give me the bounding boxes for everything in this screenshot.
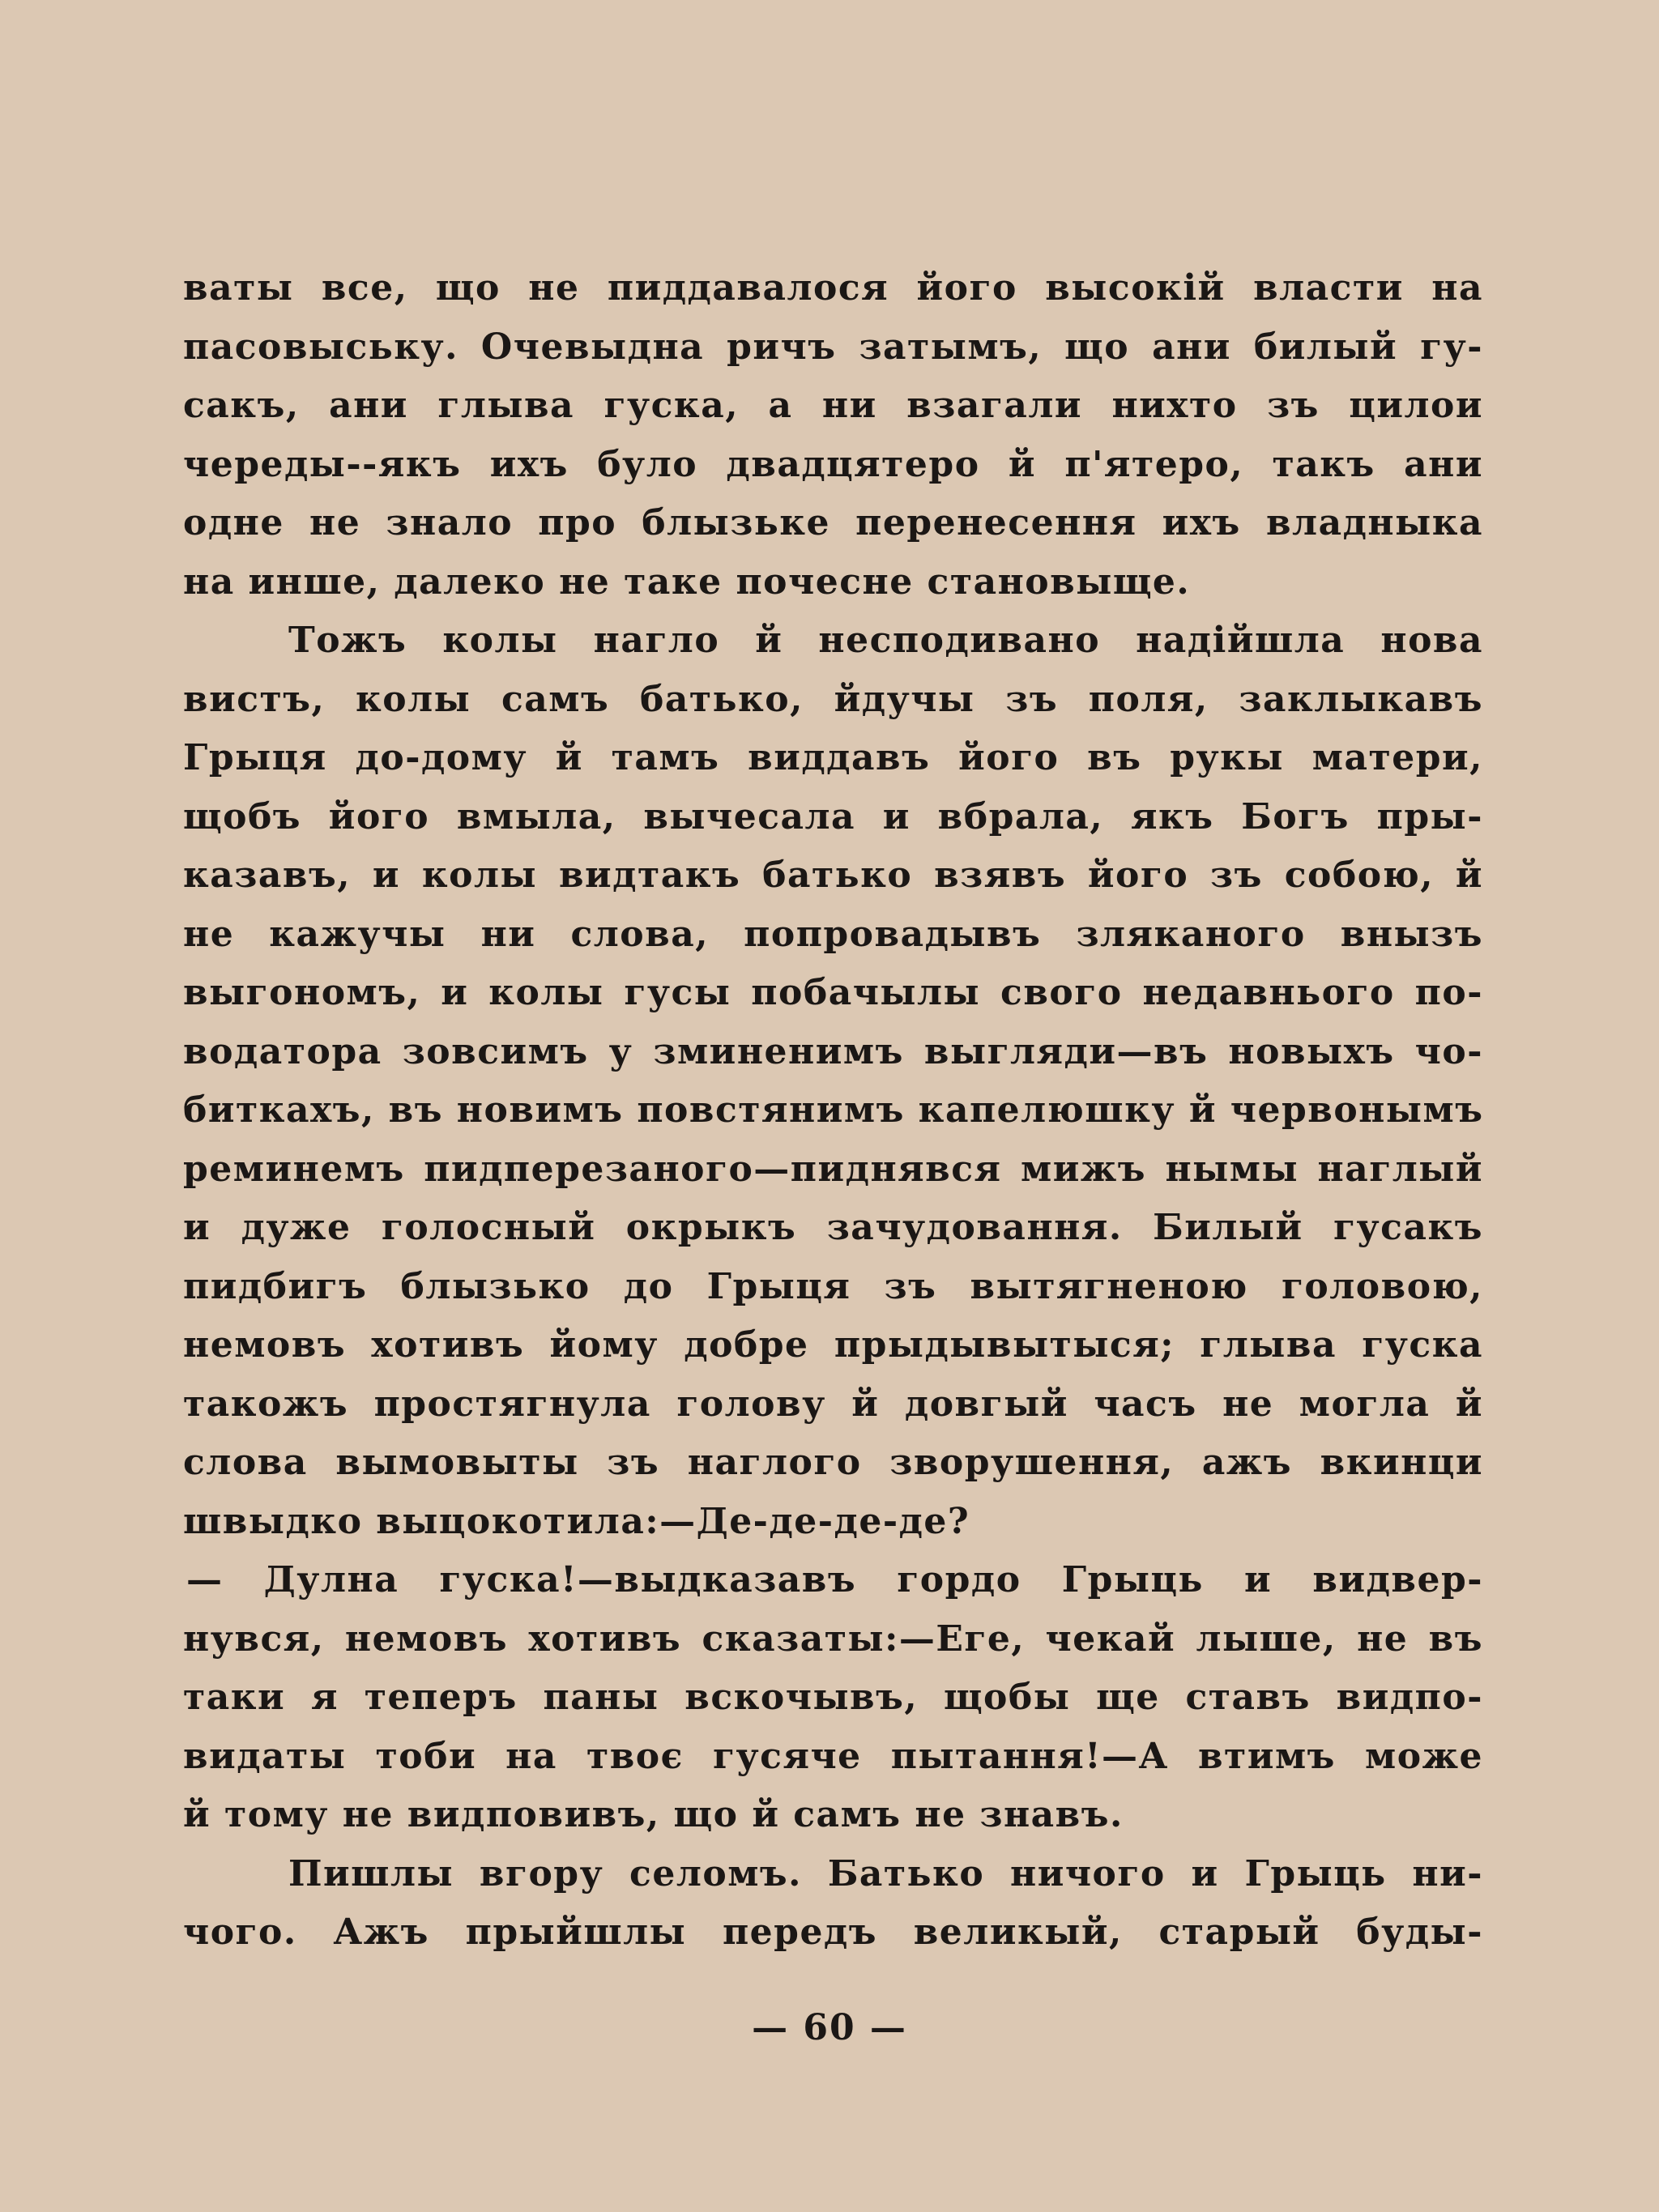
text-line: й тому не видповивъ, що й самъ не знавъ. bbox=[183, 1794, 1124, 1835]
text-line: Грыця до-дому й тамъ виддавъ його въ рукы матери, bbox=[183, 737, 1483, 778]
text-line: — Дулна гуска!—выдказавъ гордо Грыць и видвер- bbox=[186, 1559, 1483, 1600]
text-line: ваты все, що не пиддавалося його высокій власти на bbox=[183, 267, 1483, 309]
text-line: видаты тоби на твоє гусяче пытання!—А втимъ може bbox=[183, 1735, 1483, 1777]
paragraph-2 bbox=[183, 612, 1483, 1551]
text-line: пидбигъ блызько до Грыця зъ вытягненою головою, bbox=[183, 1265, 1483, 1307]
text-line: на инше, далеко не таке почесне становыще. bbox=[183, 560, 1191, 603]
text-line: таки я теперъ паны вскочывъ, щобы ще ставъ видпо- bbox=[183, 1677, 1483, 1718]
text-line: Тожъ колы нагло й несподивано надійшла нова bbox=[288, 620, 1483, 661]
text-line: не кажучы ни слова, попровадывъ зляканого внызъ bbox=[183, 913, 1483, 955]
body-text bbox=[183, 259, 1483, 1963]
text-line: пасовыську. Очевыдна ричъ затымъ, що ани билый гу- bbox=[183, 326, 1483, 368]
paragraph-4 bbox=[183, 1845, 1483, 1963]
text-line: водатора зовсимъ у зминенимъ выгляди—въ новыхъ чо- bbox=[183, 1030, 1483, 1072]
paragraph-1 bbox=[183, 259, 1483, 612]
text-line: чого. Ажъ прыйшлы передъ великый, старый буды- bbox=[183, 1912, 1483, 1953]
text-line: реминемъ пидперезаного—пиднявся мижъ нымы наглый bbox=[183, 1148, 1483, 1190]
text-line: такожъ простягнула голову й довгый часъ не могла й bbox=[183, 1383, 1483, 1425]
text-line: одне не знало про блызьке перенесення ихъ владныка bbox=[183, 502, 1483, 543]
text-line: выгономъ, и колы гусы побачылы свого недавнього по- bbox=[183, 972, 1483, 1013]
text-line: биткахъ, въ новимъ повстянимъ капелюшку й червонымъ bbox=[183, 1089, 1484, 1131]
text-line: вистъ, колы самъ батько, йдучы зъ поля, заклыкавъ bbox=[183, 678, 1483, 720]
text-line: щобъ його вмыла, вычесала и вбрала, якъ Богъ пры- bbox=[183, 795, 1483, 837]
text-line: нувся, немовъ хотивъ сказаты:—Еге, чекай лыше, не въ bbox=[183, 1617, 1483, 1660]
text-line: швыдко выцокотила:—Де-де-де-де? bbox=[183, 1500, 970, 1542]
text-line: Пишлы вгору селомъ. Батько ничого и Грыць ни- bbox=[288, 1852, 1483, 1894]
text-line: сакъ, ани глыва гуска, а ни взагали нихто зъ цилои bbox=[183, 385, 1483, 426]
page-number: — 60 — bbox=[752, 2007, 907, 2048]
paragraph-3 bbox=[183, 1551, 1483, 1845]
text-line: и дуже голосный окрыкъ зачудовання. Билый гусакъ bbox=[183, 1207, 1483, 1248]
text-line: немовъ хотивъ йому добре прыдывытыся; глыва гуска bbox=[183, 1324, 1483, 1366]
text-line: казавъ, и колы видтакъ батько взявъ його зъ собою, й bbox=[183, 855, 1483, 896]
text-line: слова вымовыты зъ наглого зворушення, ажъ вкинци bbox=[183, 1442, 1483, 1483]
text-line: череды--якъ ихъ було двадцятеро й п'ятеро, такъ ани bbox=[183, 443, 1483, 485]
